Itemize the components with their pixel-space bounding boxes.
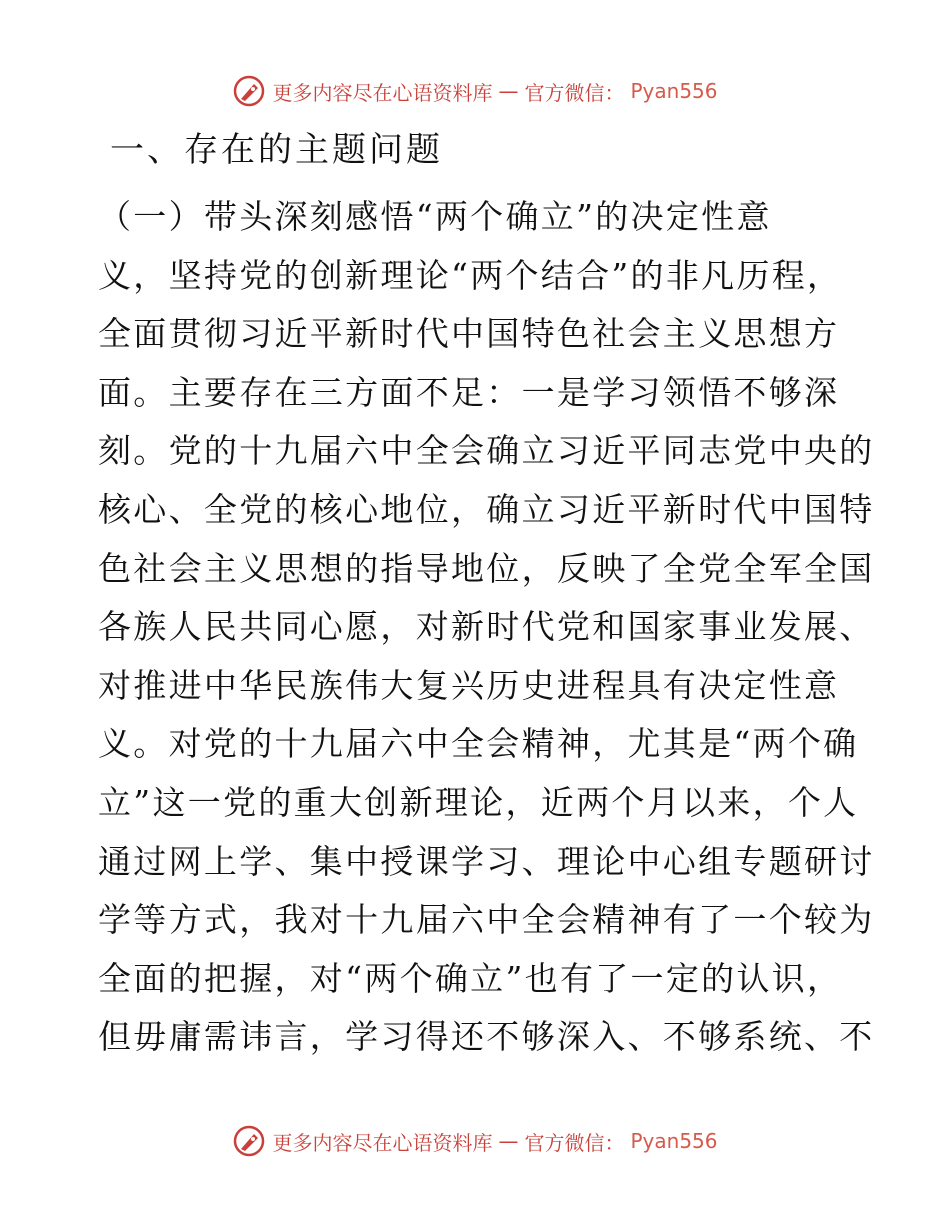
- watermark-wechat-id: Pyan556: [630, 79, 718, 103]
- paragraph-line: 核心、全党的核心地位，确立习近平新时代中国特: [98, 489, 875, 529]
- paragraph-line: 通过网上学、集中授课学习、理论中心组专题研讨: [98, 841, 875, 881]
- section-heading: 一、存在的主题问题: [110, 130, 443, 170]
- watermark-text: 更多内容尽在心语资料库: [272, 80, 493, 105]
- paragraph-line: 全面贯彻习近平新时代中国特色社会主义思想方: [98, 314, 840, 354]
- body-paragraph: [98, 188, 875, 1067]
- paragraph-line: 义。对党的十九届六中全会精神，尤其是“两个确: [98, 724, 859, 764]
- paragraph-line: 色社会主义思想的指导地位，反映了全党全军全国: [98, 548, 875, 588]
- paragraph-line: 全面的把握，对“两个确立”也有了一定的认识，: [98, 958, 843, 998]
- document-body: [98, 122, 875, 1067]
- paragraph-line: （一）带头深刻感悟“两个确立”的决定性意: [98, 197, 772, 236]
- paragraph-line: 学等方式，我对十九届六中全会精神有了一个较为: [98, 900, 875, 940]
- paragraph-line: 刻。党的十九届六中全会确立习近平同志党中央的: [98, 431, 875, 471]
- watermark-official-label: 官方微信：: [524, 1130, 625, 1155]
- paragraph-line: 对推进中华民族伟大复兴历史进程具有决定性意: [98, 665, 840, 705]
- footer-watermark: [0, 1124, 950, 1158]
- paragraph-line: 面。主要存在三方面不足：一是学习领悟不够深: [98, 372, 840, 412]
- paragraph-line: 义，坚持党的创新理论“两个结合”的非凡历程，: [98, 255, 843, 295]
- pen-nib-logo-icon: [232, 1124, 266, 1158]
- watermark-separator: —: [498, 79, 519, 103]
- watermark-official-label: 官方微信：: [524, 80, 625, 105]
- watermark-text: 更多内容尽在心语资料库: [272, 1130, 493, 1155]
- paragraph-line: 各族人民共同心愿，对新时代党和国家事业发展、: [98, 607, 875, 647]
- watermark-wechat-id: Pyan556: [630, 1129, 718, 1153]
- header-watermark: [0, 74, 950, 108]
- paragraph-line: 但毋庸需讳言，学习得还不够深入、不够系统、不: [98, 1017, 875, 1057]
- pen-nib-logo-icon: [232, 74, 266, 108]
- watermark-separator: —: [498, 1129, 519, 1153]
- paragraph-line: 立”这一党的重大创新理论，近两个月以来，个人: [98, 782, 859, 822]
